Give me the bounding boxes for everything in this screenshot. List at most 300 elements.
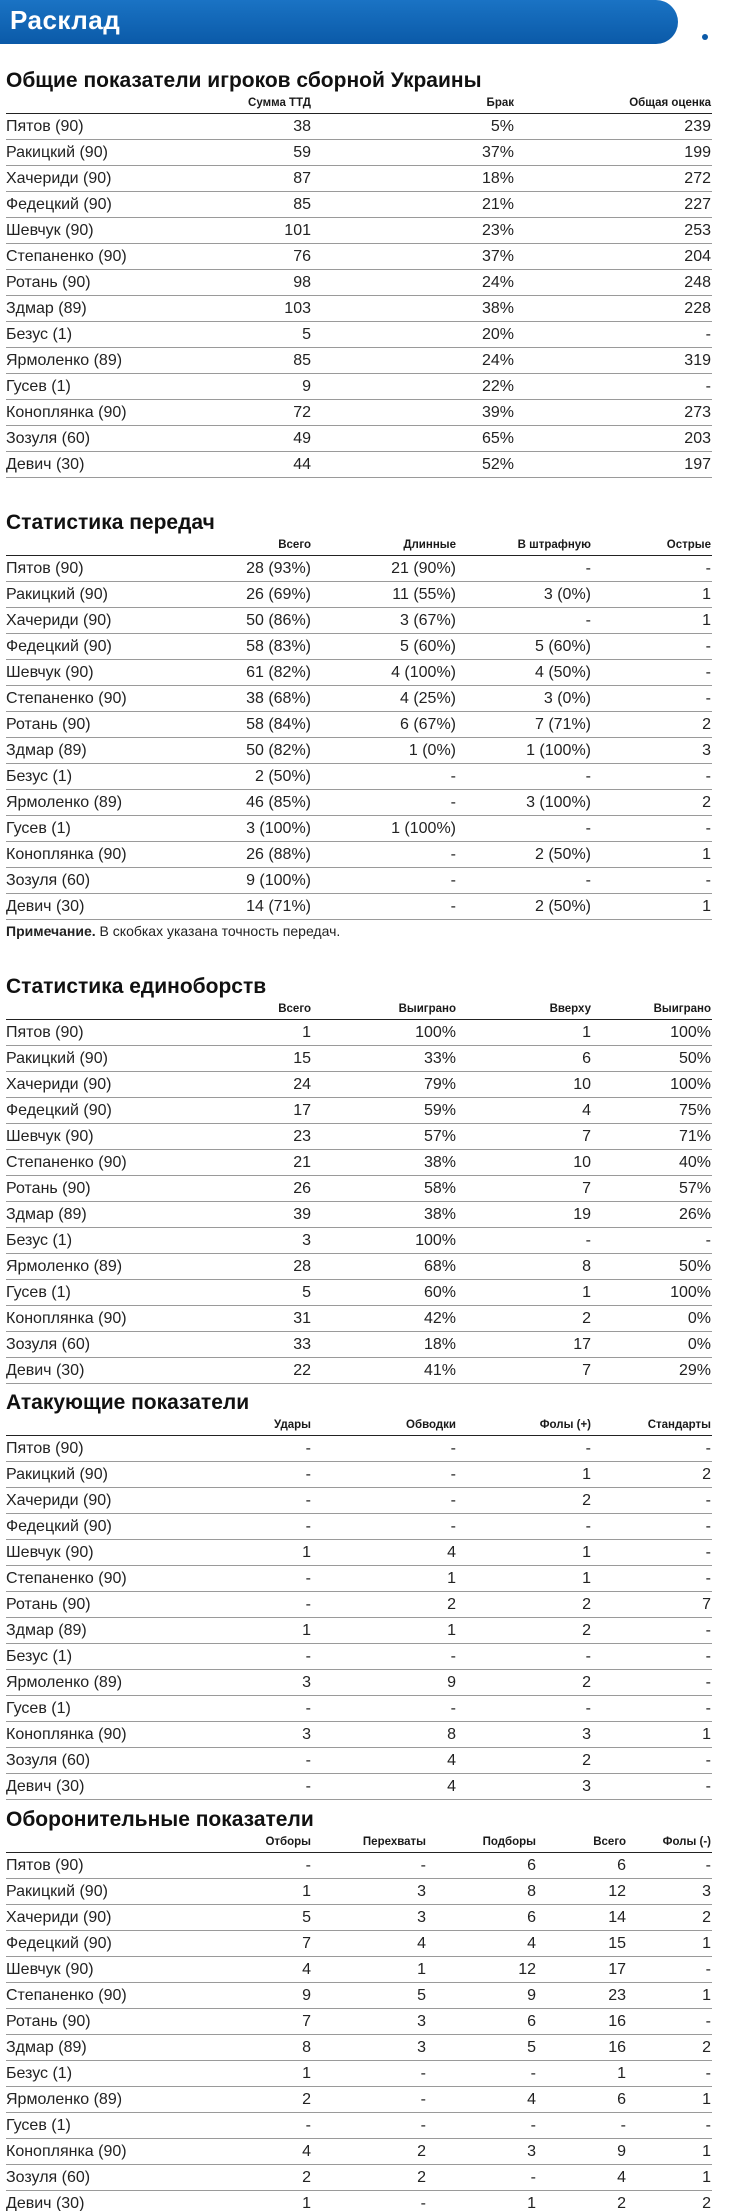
table-row: [6, 1358, 712, 1384]
table-row: [6, 2035, 712, 2061]
table-cell: 16: [608, 2013, 626, 2030]
table-cell: 59%: [423, 1102, 456, 1119]
table-cell: 2: [702, 794, 711, 811]
table-row: [6, 2165, 712, 2191]
table-row: [6, 738, 712, 764]
table-cell: 2: [582, 1674, 591, 1691]
table-cell: 52%: [481, 456, 514, 473]
section-defense-stats: [6, 1805, 712, 2211]
table-cell: 26: [293, 1180, 311, 1197]
table-row: [6, 2191, 712, 2211]
table-cell: 8: [582, 1258, 591, 1275]
section-attack-stats: [6, 1388, 712, 1800]
table-row: [6, 1332, 712, 1358]
table-cell: 2: [702, 1466, 711, 1483]
table-cell: 9 (100%): [246, 872, 311, 889]
player-name: Ракицкий (90): [6, 586, 108, 603]
table-row: [6, 374, 712, 400]
column-header: Острые: [666, 539, 711, 551]
table-row: [6, 2113, 712, 2139]
player-name: Степаненко (90): [6, 1154, 127, 1171]
player-name: Шевчук (90): [6, 1544, 94, 1561]
table-cell: 2: [702, 716, 711, 733]
footnote-label: Примечание.: [6, 923, 96, 939]
column-header: Общая оценка: [629, 97, 711, 109]
table-cell: 3 (0%): [543, 690, 591, 707]
table-cell: 3: [527, 2143, 536, 2160]
table-cell: 3: [582, 1778, 591, 1795]
table-cell: -: [585, 1232, 591, 1249]
table-row: [6, 868, 712, 894]
table-row: [6, 1462, 712, 1488]
table-cell: 23: [293, 1128, 311, 1145]
table-cell: 101: [284, 222, 311, 239]
footnote: [6, 920, 712, 942]
table-cell: 273: [684, 404, 711, 421]
table-cell: 85: [293, 352, 311, 369]
table-cell: 28: [293, 1258, 311, 1275]
table-cell: -: [705, 820, 711, 837]
table-cell: -: [705, 1700, 711, 1717]
player-name: Хачериди (90): [6, 170, 112, 187]
table-cell: 8: [527, 1883, 536, 1900]
table-cell: 3: [582, 1726, 591, 1743]
player-name: Здмар (89): [6, 1206, 87, 1223]
table-cell: -: [450, 768, 456, 785]
table-cell: 4: [447, 1752, 456, 1769]
table-cell: 4: [417, 1935, 426, 1952]
table-row: [6, 218, 712, 244]
table-cell: 79%: [423, 1076, 456, 1093]
player-name: Ротань (90): [6, 2013, 91, 2030]
table-row: [6, 2061, 712, 2087]
player-name: Степаненко (90): [6, 690, 127, 707]
table-row: [6, 1176, 712, 1202]
table-row: [6, 1098, 712, 1124]
table-cell: 21: [293, 1154, 311, 1171]
table-cell: 14: [608, 1909, 626, 1926]
table-cell: -: [450, 1466, 456, 1483]
table-cell: 31: [293, 1310, 311, 1327]
table-cell: 5: [302, 326, 311, 343]
table-cell: 1: [702, 2091, 711, 2108]
table-row: [6, 1566, 712, 1592]
table-cell: 7: [302, 1935, 311, 1952]
player-name: Ярмоленко (89): [6, 2091, 123, 2108]
table-cell: -: [420, 2091, 426, 2108]
table-cell: 22: [293, 1362, 311, 1379]
table-row: [6, 660, 712, 686]
table-cell: -: [705, 1518, 711, 1535]
table-cell: 71%: [678, 1128, 711, 1145]
player-name: Ракицкий (90): [6, 1883, 108, 1900]
table-cell: 9: [447, 1674, 456, 1691]
player-name: Федецкий (90): [6, 1102, 112, 1119]
table-cell: 42%: [423, 1310, 456, 1327]
player-name: Степаненко (90): [6, 1570, 127, 1587]
player-name: Шевчук (90): [6, 222, 94, 239]
table-row: [6, 1853, 712, 1879]
player-name: Федецкий (90): [6, 1518, 112, 1535]
table-cell: 68%: [423, 1258, 456, 1275]
table-cell: 17: [573, 1336, 591, 1353]
column-header: Удары: [274, 1419, 311, 1431]
table-cell: 3: [417, 2013, 426, 2030]
footnote-text: В скобках указана точность передач.: [95, 923, 341, 939]
table-cell: 3 (100%): [246, 820, 311, 837]
table-cell: -: [585, 612, 591, 629]
player-name: Пятов (90): [6, 1024, 84, 1041]
table-cell: -: [305, 1857, 311, 1874]
table-cell: 2: [582, 1596, 591, 1613]
table-cell: 2: [702, 2195, 711, 2211]
table-cell: -: [305, 2117, 311, 2134]
table-cell: 3: [702, 742, 711, 759]
table-cell: -: [450, 846, 456, 863]
table-cell: 33: [293, 1336, 311, 1353]
player-name: Пятов (90): [6, 560, 84, 577]
table-cell: 103: [284, 300, 311, 317]
table-cell: -: [705, 1622, 711, 1639]
table-cell: 41%: [423, 1362, 456, 1379]
table-row: [6, 1436, 712, 1462]
table-cell: 7: [582, 1180, 591, 1197]
table-cell: 3: [302, 1674, 311, 1691]
table-row: [6, 270, 712, 296]
table-cell: -: [450, 1492, 456, 1509]
column-header: Фолы (-): [662, 1836, 711, 1848]
table-cell: 100%: [415, 1232, 456, 1249]
table-cell: 5 (60%): [534, 638, 591, 655]
player-name: Ярмоленко (89): [6, 1258, 123, 1275]
table-cell: 38: [293, 118, 311, 135]
table-cell: -: [705, 1752, 711, 1769]
table-cell: 2: [617, 2195, 626, 2211]
table-cell: 3 (100%): [526, 794, 591, 811]
player-name: Ярмоленко (89): [6, 794, 123, 811]
player-name: Федецкий (90): [6, 638, 112, 655]
table-row: [6, 1150, 712, 1176]
table-cell: -: [420, 2065, 426, 2082]
table-cell: 248: [684, 274, 711, 291]
table-row: [6, 348, 712, 374]
table-cell: 4: [447, 1778, 456, 1795]
table-cell: -: [705, 872, 711, 889]
table-cell: 239: [684, 118, 711, 135]
table-cell: 57%: [423, 1128, 456, 1145]
table-cell: -: [305, 1700, 311, 1717]
table-row: [6, 712, 712, 738]
player-name: Зозуля (60): [6, 1336, 91, 1353]
table-cell: 15: [293, 1050, 311, 1067]
table-cell: 4: [527, 1935, 536, 1952]
page-title: Расклад: [10, 5, 121, 35]
table-cell: -: [705, 1570, 711, 1587]
table-cell: 12: [608, 1883, 626, 1900]
column-header: Всего: [593, 1836, 626, 1848]
table-cell: -: [305, 1570, 311, 1587]
table-row: [6, 894, 712, 920]
table-cell: -: [585, 1518, 591, 1535]
table-row: [6, 1514, 712, 1540]
table-cell: -: [705, 1492, 711, 1509]
table-cell: 1: [702, 586, 711, 603]
table-cell: -: [705, 690, 711, 707]
player-name: Девич (30): [6, 1778, 85, 1795]
table-cell: -: [530, 2065, 536, 2082]
table-row: [6, 634, 712, 660]
table-cell: 4: [447, 1544, 456, 1561]
player-name: Зозуля (60): [6, 872, 91, 889]
table-row: [6, 114, 712, 140]
table-row: [6, 1306, 712, 1332]
table-row: [6, 1072, 712, 1098]
table-cell: 38 (68%): [246, 690, 311, 707]
table-cell: 227: [684, 196, 711, 213]
table-cell: 4 (100%): [391, 664, 456, 681]
table-cell: 9: [302, 1987, 311, 2004]
table-row: [6, 1202, 712, 1228]
table-row: [6, 452, 712, 478]
table-cell: -: [305, 1492, 311, 1509]
table-cell: 2: [582, 1310, 591, 1327]
table-row: [6, 2139, 712, 2165]
player-name: Хачериди (90): [6, 612, 112, 629]
table-cell: 1: [702, 2143, 711, 2160]
table-row: [6, 1020, 712, 1046]
player-name: Коноплянка (90): [6, 404, 127, 421]
column-header: Отборы: [265, 1836, 311, 1848]
table-cell: 3 (67%): [399, 612, 456, 629]
player-name: Гусев (1): [6, 378, 71, 395]
table-cell: 3: [417, 2039, 426, 2056]
section-title: Атакующие показатели: [6, 1391, 250, 1414]
table-row: [6, 1124, 712, 1150]
table-cell: 37%: [481, 248, 514, 265]
table-row: [6, 1670, 712, 1696]
table-cell: 228: [684, 300, 711, 317]
player-name: Федецкий (90): [6, 1935, 112, 1952]
table-cell: 1: [447, 1622, 456, 1639]
player-name: Здмар (89): [6, 2039, 87, 2056]
table-row: [6, 1905, 712, 1931]
table-cell: 98: [293, 274, 311, 291]
table-row: [6, 1931, 712, 1957]
table-cell: 4: [302, 2143, 311, 2160]
player-name: Шевчук (90): [6, 1128, 94, 1145]
table-cell: -: [305, 1518, 311, 1535]
table-cell: 10: [573, 1154, 591, 1171]
table-cell: -: [585, 820, 591, 837]
column-header: Выиграно: [398, 1003, 456, 1015]
table-cell: -: [450, 1440, 456, 1457]
section-title: Оборонительные показатели: [6, 1808, 314, 1831]
table-row: [6, 244, 712, 270]
table-cell: 1: [702, 1935, 711, 1952]
table-cell: 319: [684, 352, 711, 369]
column-header: Подборы: [482, 1836, 536, 1848]
table-cell: 58%: [423, 1180, 456, 1197]
table-cell: -: [450, 1648, 456, 1665]
table-cell: 57%: [678, 1180, 711, 1197]
table-cell: 1 (100%): [526, 742, 591, 759]
table-cell: 2: [302, 2169, 311, 2186]
table-cell: 2: [302, 2091, 311, 2108]
table-cell: -: [530, 2169, 536, 2186]
table-cell: -: [705, 1440, 711, 1457]
table-row: [6, 140, 712, 166]
column-header-row: [6, 1418, 712, 1436]
table-cell: 5: [417, 1987, 426, 2004]
player-name: Ярмоленко (89): [6, 1674, 123, 1691]
section-general-stats: [6, 66, 712, 478]
table-cell: 26%: [678, 1206, 711, 1223]
player-name: Степаненко (90): [6, 1987, 127, 2004]
table-cell: -: [305, 1596, 311, 1613]
table-cell: 87: [293, 170, 311, 187]
table-cell: 199: [684, 144, 711, 161]
table-cell: -: [705, 378, 711, 395]
table-cell: 1: [447, 1570, 456, 1587]
table-cell: 24: [293, 1076, 311, 1093]
table-cell: -: [305, 1778, 311, 1795]
table-cell: 60%: [423, 1284, 456, 1301]
table-cell: 38%: [423, 1206, 456, 1223]
column-header: Длинные: [403, 539, 456, 551]
table-cell: 23: [608, 1987, 626, 2004]
table-cell: 3: [702, 1883, 711, 1900]
player-name: Безус (1): [6, 2065, 73, 2082]
table-row: [6, 790, 712, 816]
table-cell: 38%: [481, 300, 514, 317]
table-row: [6, 296, 712, 322]
table-cell: 15: [608, 1935, 626, 1952]
section-duel-stats: [6, 972, 712, 1384]
table-cell: 85: [293, 196, 311, 213]
table-cell: 18%: [481, 170, 514, 187]
table-row: [6, 1722, 712, 1748]
table-cell: -: [420, 1857, 426, 1874]
player-name: Здмар (89): [6, 742, 87, 759]
table-cell: 24%: [481, 352, 514, 369]
table-cell: 2: [417, 2143, 426, 2160]
table-cell: 22%: [481, 378, 514, 395]
table-cell: -: [705, 638, 711, 655]
table-cell: 61 (82%): [246, 664, 311, 681]
player-name: Гусев (1): [6, 2117, 71, 2134]
table-row: [6, 1983, 712, 2009]
table-cell: 272: [684, 170, 711, 187]
table-cell: 1: [582, 1024, 591, 1041]
column-header-row: [6, 1002, 712, 1020]
table-row: [6, 764, 712, 790]
table-cell: -: [705, 326, 711, 343]
table-cell: 6: [527, 2013, 536, 2030]
column-header: Обводки: [406, 1419, 456, 1431]
table-cell: 1 (0%): [408, 742, 456, 759]
table-cell: -: [705, 1544, 711, 1561]
table-cell: 100%: [670, 1284, 711, 1301]
table-cell: -: [705, 1778, 711, 1795]
player-name: Безус (1): [6, 1232, 73, 1249]
player-name: Девич (30): [6, 898, 85, 915]
table-cell: 10: [573, 1076, 591, 1093]
table-cell: -: [705, 664, 711, 681]
table-row: [6, 426, 712, 452]
table-cell: 21 (90%): [391, 560, 456, 577]
table-cell: 1: [702, 1987, 711, 2004]
player-name: Девич (30): [6, 2195, 85, 2211]
table-cell: 11 (55%): [392, 586, 456, 603]
player-name: Ротань (90): [6, 1596, 91, 1613]
player-name: Гусев (1): [6, 1284, 71, 1301]
table-cell: -: [585, 1648, 591, 1665]
player-name: Хачериди (90): [6, 1492, 112, 1509]
table-cell: 1: [582, 1570, 591, 1587]
table-cell: 2: [582, 1492, 591, 1509]
table-cell: -: [705, 2065, 711, 2082]
table-row: [6, 1540, 712, 1566]
table-cell: 1: [702, 2169, 711, 2186]
table-cell: 6 (67%): [399, 716, 456, 733]
table-cell: 4: [527, 2091, 536, 2108]
table-row: [6, 2087, 712, 2113]
table-cell: 9: [302, 378, 311, 395]
table-cell: 4: [582, 1102, 591, 1119]
header-dot-icon: [702, 34, 708, 40]
table-cell: 14 (71%): [246, 898, 311, 915]
table-cell: 39: [293, 1206, 311, 1223]
table-row: [6, 1592, 712, 1618]
player-name: Гусев (1): [6, 820, 71, 837]
table-cell: 3: [302, 1726, 311, 1743]
player-name: Ротань (90): [6, 274, 91, 291]
table-cell: 8: [447, 1726, 456, 1743]
table-cell: 2: [702, 2039, 711, 2056]
table-cell: 5: [302, 1909, 311, 1926]
table-cell: 1: [302, 2065, 311, 2082]
table-cell: -: [530, 2117, 536, 2134]
table-cell: 17: [293, 1102, 311, 1119]
table-cell: -: [705, 1648, 711, 1665]
table-cell: 4: [302, 1961, 311, 1978]
player-name: Пятов (90): [6, 1857, 84, 1874]
table-cell: 16: [608, 2039, 626, 2056]
table-cell: 2 (50%): [534, 846, 591, 863]
table-cell: 1 (100%): [391, 820, 456, 837]
table-cell: 58 (84%): [246, 716, 311, 733]
table-row: [6, 322, 712, 348]
player-name: Ярмоленко (89): [6, 352, 123, 369]
table-cell: 9: [617, 2143, 626, 2160]
table-row: [6, 1644, 712, 1670]
table-cell: 19: [573, 1206, 591, 1223]
table-cell: 9: [527, 1987, 536, 2004]
table-cell: -: [705, 2117, 711, 2134]
table-cell: 3: [302, 1232, 311, 1249]
table-cell: 253: [684, 222, 711, 239]
table-cell: 75%: [678, 1102, 711, 1119]
player-name: Коноплянка (90): [6, 1310, 127, 1327]
table-cell: 38%: [423, 1154, 456, 1171]
table-cell: -: [450, 872, 456, 889]
table-row: [6, 1748, 712, 1774]
table-row: [6, 1957, 712, 1983]
table-cell: 3 (0%): [543, 586, 591, 603]
table-row: [6, 1228, 712, 1254]
table-row: [6, 1774, 712, 1800]
table-cell: 24%: [481, 274, 514, 291]
